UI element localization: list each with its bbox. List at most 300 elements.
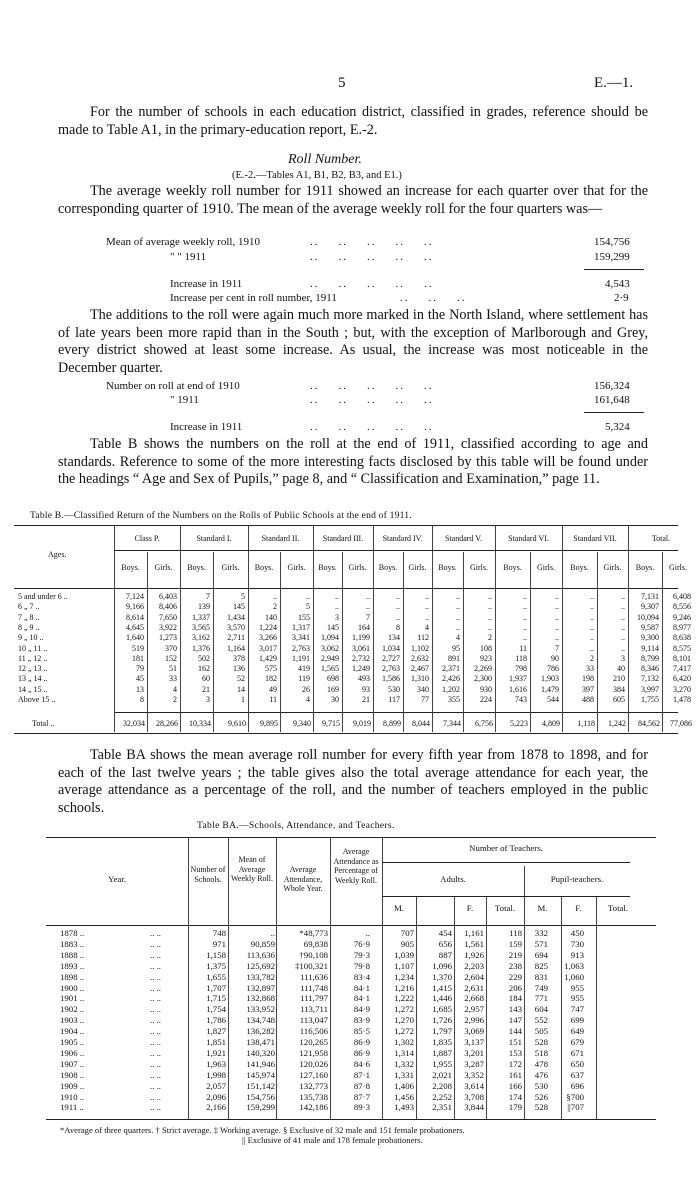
table-ba-cell: 1,406 — [394, 1080, 414, 1091]
table-b-cell: 169 — [327, 684, 339, 694]
table-b-cell: 3,062 — [321, 643, 339, 653]
table-b-cell: .. — [366, 592, 370, 601]
table-ba-cell: 3,844 — [464, 1102, 484, 1113]
table-ba-cell: 161 — [508, 1069, 522, 1080]
table-ba-cell: 133,952 — [246, 1004, 275, 1015]
table-b-cell: 139 — [198, 602, 210, 612]
table-ba-cell: 3,352 — [464, 1069, 484, 1080]
table-b-girls-header: Girls. — [537, 563, 555, 572]
table-ba-mean-roll-header: Mean of Average Weekly Roll. — [230, 855, 273, 884]
table-ba-leader: .. .. — [150, 993, 161, 1004]
table-ba-leader: .. .. — [150, 971, 161, 982]
table-b-cell: 3 — [206, 695, 210, 704]
table-b-cell: 1,479 — [541, 684, 559, 694]
table-ba-top-rule — [46, 837, 656, 838]
leader-dots: .. .. .. .. .. — [310, 380, 434, 392]
table-ba-cell: 526 — [534, 1091, 548, 1102]
table-b-cell: .. — [488, 612, 492, 622]
sum-rule — [584, 412, 644, 413]
table-b-row-label: 8 „ 9 .. — [18, 622, 40, 632]
table-ba-cell: 151,142 — [246, 1080, 275, 1091]
table-b-title: Table B.—Classified Return of the Numbers on the Rolls of Public Schools at the end of 1911. — [30, 510, 412, 521]
table-b-cell: 33 — [169, 674, 177, 684]
table-b-cell: .. — [456, 622, 460, 632]
table-b-cell: 1,434 — [227, 612, 245, 622]
table-ba-cell: 2,021 — [432, 1069, 452, 1080]
table-b-cell: 3,565 — [192, 622, 210, 632]
table-ba-cell: 505 — [534, 1026, 548, 1037]
table-ba-year-cell: 1901 .. — [60, 993, 85, 1004]
table-ba-schools-header: Number of Schools. — [190, 865, 226, 884]
end-1910-label: Number on roll at end of 1910 — [106, 380, 240, 392]
table-b-cell: .. — [555, 633, 559, 643]
table-b-total-cell: 8,899 — [383, 719, 401, 728]
table-b-total-cell: 9,019 — [353, 719, 371, 728]
table-ba-cell: 1,835 — [432, 1037, 452, 1047]
table-b-cell: 9,300 — [641, 633, 659, 643]
table-b-cell: 1 — [241, 695, 245, 704]
page-number: 5 — [338, 75, 346, 91]
table-b-cell: 7,417 — [673, 664, 691, 674]
table-ba-cell: 238 — [508, 960, 522, 971]
table-ba-cell: 1,096 — [432, 960, 452, 971]
table-ba-column-rule — [596, 896, 597, 1119]
table-b-cell: 108 — [480, 643, 492, 653]
table-ba-cell: 2,166 — [206, 1102, 226, 1113]
table-b-cell: 155 — [298, 612, 310, 622]
table-ba-cell: 1,685 — [432, 1004, 452, 1015]
table-b-cell: 3,570 — [227, 622, 245, 632]
table-ba-year-cell: 1883 .. — [60, 938, 85, 949]
table-ba-cell: 166 — [508, 1080, 522, 1091]
table-ba-cell: 2,096 — [206, 1091, 226, 1102]
table-b-group-rule — [114, 550, 678, 551]
table-ba-year-cell: 1902 .. — [60, 1004, 85, 1015]
table-ba-leader: .. .. — [150, 960, 161, 971]
roll-paragraph-2 — [58, 307, 648, 377]
table-b-cell: 1,337 — [192, 612, 210, 622]
table-b-cell: 1,376 — [192, 643, 210, 653]
table-ba-cell: 179 — [508, 1102, 522, 1113]
table-b-cell: 9,166 — [126, 602, 144, 612]
table-b-cell: 575 — [265, 664, 277, 674]
table-b-cell: .. — [555, 592, 559, 601]
table-ba-cell: 1,375 — [206, 960, 226, 971]
table-ba-year-cell: 1898 .. — [60, 971, 85, 982]
table-b-girls-header: Girls. — [221, 563, 240, 572]
table-b-cell: 79 — [136, 664, 144, 674]
table-b-cell: 1,164 — [227, 643, 245, 653]
table-ba-cell: 86·9 — [353, 1047, 370, 1058]
leader-dots: .. .. .. — [400, 292, 467, 304]
table-b-cell: 164 — [358, 622, 370, 632]
table-b-cell: 152 — [165, 653, 177, 663]
table-b-cell: 7,650 — [159, 612, 177, 622]
table-b-row-label: 14 „ 15 .. — [18, 684, 48, 694]
table-ba-leader: .. .. — [150, 1026, 161, 1037]
table-b-cell: 8,101 — [673, 653, 691, 663]
table-ba-sub-header: M. — [393, 903, 405, 913]
table-ba-cell: 1,063 — [564, 960, 584, 971]
table-b-cell: 2,300 — [474, 674, 492, 684]
table-b-boys-header: Boys. — [570, 563, 589, 572]
table-ba-cell: 2,252 — [432, 1091, 452, 1102]
table-ba-cell: 121,958 — [299, 1047, 328, 1058]
table-b-cell: .. — [488, 622, 492, 632]
table-b-cell: .. — [555, 612, 559, 622]
table-b-girls-header: Girls. — [287, 563, 306, 572]
table-ba-cell: 89·3 — [353, 1102, 370, 1113]
table-b-cell: 40 — [617, 664, 625, 674]
table-ba-cell: 84·1 — [353, 982, 370, 993]
table-ba-cell: 748 — [212, 928, 226, 938]
table-b-cell: 9,587 — [641, 622, 659, 632]
table-ba-cell: 1,332 — [394, 1058, 414, 1069]
table-b-cell: 2,371 — [442, 664, 460, 674]
table-ba-year-cell: 1888 .. — [60, 949, 85, 960]
table-ba-cell: 1,158 — [206, 949, 226, 960]
table-b-row-label: 12 „ 13 .. — [18, 664, 48, 674]
table-b-cell: .. — [590, 602, 594, 612]
table-ba-intro-text: Table BA shows the mean average roll number for every fifth year from 1878 to 1898, and for each of the last twelve years ; the table gives also the total average attendance for each year, the average attendance as a percentage of the roll, and the number of teachers employed in the public schools. — [58, 747, 648, 816]
table-b-cell: 743 — [515, 695, 527, 704]
table-b-total-cell: 1,242 — [608, 719, 626, 728]
table-b-cell: 355 — [448, 695, 460, 704]
table-b-cell: 2,269 — [474, 664, 492, 674]
table-b-cell: .. — [456, 592, 460, 601]
table-b-cell: 340 — [417, 684, 429, 694]
table-b-total-cell: 84,562 — [638, 719, 660, 728]
table-b-cell: 140 — [265, 612, 277, 622]
table-b-cell: 119 — [298, 674, 310, 684]
table-b-cell: 698 — [327, 674, 339, 684]
table-ba-year-cell: 1900 .. — [60, 982, 85, 993]
table-b-cell: 117 — [388, 695, 400, 704]
table-b-cell: .. — [425, 592, 429, 601]
table-b-group-header: Standard V. — [444, 534, 483, 543]
table-b-cell: 52 — [237, 674, 245, 684]
table-ba-cell: 206 — [508, 982, 522, 993]
table-ba-year-cell: 1903 .. — [60, 1015, 85, 1026]
table-ba-year-cell: 1910 .. — [60, 1091, 85, 1102]
table-ba-cell: 1,926 — [464, 949, 484, 960]
roll-paragraph-3 — [58, 436, 648, 489]
table-b-cell: 145 — [327, 622, 339, 632]
table-b-total-label: Total .. — [32, 719, 55, 728]
table-ba-sub-header: Total. — [494, 903, 516, 913]
roll-paragraph-1-text: The average weekly roll number for 1911 showed an increase for each quarter over that for the corresponding quarter of 1910. The mean of the average weekly roll for the four quarters was— — [58, 183, 648, 217]
roll-paragraph-3-text: Table B shows the numbers on the roll at the end of 1911, classified according to age and standards. Reference to some of the more interesting facts disclosed by this table will be found under the headings “ Age and Sex of Pupils,” page 8, and “ Classification and Examination,” page 11. — [58, 436, 648, 488]
table-ba-cell: 1,234 — [394, 971, 414, 982]
table-b-cell: .. — [590, 592, 594, 601]
leader-dots: .. .. .. .. .. — [310, 251, 434, 263]
table-b-cell: 9,114 — [641, 643, 659, 653]
table-ba-cell: 172 — [508, 1058, 522, 1069]
table-ba-cell: 1,270 — [394, 1015, 414, 1026]
table-b-cell: 923 — [480, 653, 492, 663]
table-b-cell: 370 — [165, 643, 177, 653]
table-ba-cell: 825 — [534, 960, 548, 971]
table-b-cell: 182 — [265, 674, 277, 684]
table-b-cell: 8,556 — [673, 602, 691, 612]
table-ba-cell: 1,272 — [394, 1004, 414, 1015]
table-ba-cell: 913 — [570, 949, 584, 960]
table-b-cell: .. — [590, 643, 594, 653]
table-b-cell: 3,270 — [673, 684, 691, 694]
table-b-cell: 8 — [140, 695, 144, 704]
table-ba-cell: 831 — [534, 971, 548, 982]
table-b-group-header: Standard VII. — [573, 534, 617, 543]
table-ba-cell: 955 — [570, 993, 584, 1004]
table-ba-cell: 1,216 — [394, 982, 414, 993]
table-b-cell: 8,575 — [673, 643, 691, 653]
table-b-cell: 134 — [388, 633, 400, 643]
end-1911-label: " 1911 — [170, 394, 199, 406]
table-b-cell: 224 — [480, 695, 492, 704]
table-ba-leader: .. .. — [150, 1102, 161, 1113]
table-ba-cell: 3,137 — [464, 1037, 484, 1047]
table-ba-cell: 771 — [534, 993, 548, 1004]
table-ba-cell: 132,773 — [299, 1080, 328, 1091]
table-ba-cell: 83·9 — [353, 1015, 370, 1026]
table-b-cell: 2,949 — [321, 653, 339, 663]
sum-rule — [584, 269, 644, 270]
table-b-cell: 9,307 — [641, 602, 659, 612]
table-b-cell: 2,632 — [411, 653, 429, 663]
table-ba-footnote-2: || Exclusive of 41 male and 178 female probationers. — [242, 1135, 423, 1145]
table-ba-cell: 140,320 — [246, 1047, 275, 1058]
table-b-cell: 7,132 — [641, 674, 659, 684]
table-ba-cell: 604 — [534, 1004, 548, 1015]
table-b-boys-header: Boys. — [378, 563, 398, 572]
table-b-cell: 397 — [582, 684, 594, 694]
table-b-cell: 198 — [582, 674, 594, 684]
table-b-cell: 8,614 — [126, 612, 144, 622]
table-ba-leader: .. .. — [150, 1004, 161, 1015]
table-ba-cell: 85·5 — [353, 1026, 370, 1037]
table-b-cell: 4 — [425, 622, 429, 632]
table-b-cell: 4 — [306, 695, 310, 704]
table-ba-attendance-header: Average Attendance, Whole Year. — [283, 865, 323, 894]
table-b-cell: 1,094 — [321, 633, 339, 643]
table-b-row-label: 9 „ 10 .. — [18, 633, 44, 643]
table-b-cell: 1,478 — [673, 695, 691, 704]
table-ba-sub-header: F. — [575, 903, 582, 913]
table-ba-leader: .. .. — [150, 1058, 161, 1069]
table-ba-sub-header: M. — [537, 903, 548, 913]
table-b-cell: .. — [523, 633, 527, 643]
table-ba-sub-header: F. — [466, 903, 474, 913]
table-b-cell: .. — [456, 602, 460, 612]
table-ba-year-cell: 1909 .. — [60, 1080, 85, 1091]
table-b-cell: 2,711 — [227, 633, 245, 643]
section-references: (E.-2.—Tables A1, B1, B2, B3, and E1.) — [232, 170, 402, 181]
table-ba-cell: 79·8 — [353, 960, 370, 971]
table-b-group-header: Standard III. — [322, 534, 364, 543]
table-b-cell: 2 — [273, 602, 277, 612]
table-ba-cell: 2,668 — [464, 993, 484, 1004]
table-ba-cell: 1,921 — [206, 1047, 226, 1058]
table-ba-cell: 1,060 — [564, 971, 584, 982]
table-b-cell: 1,224 — [259, 622, 277, 632]
table-b-row-label: 13 „ 14 .. — [18, 674, 48, 684]
table-ba-cell: 111,797 — [300, 993, 328, 1004]
table-ba-cell: †90,108 — [299, 949, 328, 960]
table-b-cell: 5 — [306, 602, 310, 612]
table-b-cell: .. — [396, 592, 400, 601]
table-b-cell: .. — [523, 622, 527, 632]
roll-paragraph-2-text: The additions to the roll were again much more marked in the North Island, where settlement has of late years been more rapid than in the South ; but, with the exception of Marlborough and Grey, every district showed at least some increase. As usual, the increase was most noticeable in the December quarter. — [58, 307, 648, 376]
table-b-boys-header: Boys. — [187, 563, 206, 572]
table-ba-cell: 1,726 — [432, 1015, 452, 1026]
table-ba-cell: 154,756 — [246, 1091, 275, 1102]
table-ba-leader: .. .. — [150, 1037, 161, 1047]
table-ba-cell: 1,314 — [394, 1047, 414, 1058]
table-ba-cell: 83·4 — [353, 971, 370, 982]
table-b-cell: .. — [488, 592, 492, 601]
table-b-total-cell: 6,756 — [475, 719, 493, 728]
table-ba-cell: 113,711 — [300, 1004, 328, 1015]
table-b-cell: 384 — [613, 684, 625, 694]
table-b-girls-header: Girls. — [154, 563, 173, 572]
table-ba-cell: 1,797 — [432, 1026, 452, 1037]
table-b-cell: 9,246 — [673, 612, 691, 622]
leader-dots: .. .. .. .. .. — [310, 394, 434, 406]
table-b-cell: .. — [273, 592, 277, 601]
table-ba-leader: .. .. — [150, 1069, 161, 1080]
table-b-cell: 1,191 — [292, 653, 310, 663]
table-b-group-header: Standard II. — [261, 534, 300, 543]
table-ba-header-sub-rule — [382, 896, 630, 897]
table-ba-cell: 138,471 — [246, 1037, 275, 1047]
table-b-cell: 1,249 — [352, 664, 370, 674]
table-ba-leader: .. .. — [150, 1091, 161, 1102]
table-b-group-header: Total. — [651, 534, 671, 543]
table-ba-cell: 730 — [570, 938, 584, 949]
table-b-cell: .. — [456, 612, 460, 622]
table-b-cell: .. — [396, 612, 400, 622]
table-b-cell: 1,317 — [292, 622, 310, 632]
table-b-cell: 10,094 — [637, 612, 659, 622]
table-b-cell: 530 — [388, 684, 400, 694]
table-ba-cell: 649 — [570, 1026, 584, 1037]
table-ba-cell: 3,287 — [464, 1058, 484, 1069]
increase-pct-value: 2·9 — [614, 292, 629, 304]
table-b-cell: 502 — [198, 653, 210, 663]
table-ba-cell: 707 — [400, 928, 414, 938]
table-ba-adults-header: Adults. — [440, 874, 466, 884]
table-ba-cell: 1,786 — [206, 1015, 226, 1026]
increase2-value: 5,324 — [605, 421, 630, 433]
table-b-row-label: 11 „ 12 .. — [18, 653, 48, 663]
table-ba-cell: 1,222 — [394, 993, 414, 1004]
table-ba-cell: 229 — [508, 971, 522, 982]
table-ba-column-rule — [276, 838, 277, 1119]
table-ba-cell: 650 — [570, 1058, 584, 1069]
table-b-boys-header: Boys. — [503, 563, 522, 572]
increase-label: Increase in 1911 — [170, 278, 243, 290]
table-b-cell: 210 — [613, 674, 625, 684]
table-b-cell: 181 — [132, 653, 144, 663]
table-ba-cell: 2,631 — [464, 982, 484, 993]
table-b-cell: .. — [335, 592, 339, 601]
table-ba-cell: 1,851 — [206, 1037, 226, 1047]
table-b-cell: 1,429 — [259, 653, 277, 663]
table-b-total-cell: 9,340 — [293, 719, 311, 728]
table-ba-cell: 450 — [570, 928, 584, 938]
table-b-cell: 95 — [452, 643, 460, 653]
table-b-cell: 4,645 — [126, 622, 144, 632]
table-b-cell: 7 — [206, 592, 210, 601]
table-ba-cell: 679 — [570, 1037, 584, 1047]
table-ba-cell: 113,047 — [299, 1015, 328, 1026]
table-ba-cell: 116,506 — [299, 1026, 328, 1037]
table-b-cell: .. — [523, 612, 527, 622]
table-b-cell: 6,408 — [673, 592, 691, 601]
table-b-cell: 3,162 — [192, 633, 210, 643]
table-ba-cell: 1,446 — [432, 993, 452, 1004]
table-ba-cell: 84·1 — [353, 993, 370, 1004]
table-b-cell: 1,310 — [411, 674, 429, 684]
table-ba-cell: 76·9 — [353, 938, 370, 949]
table-b-cell: .. — [621, 612, 625, 622]
table-b-cell: .. — [366, 602, 370, 612]
table-ba-cell: 2,604 — [464, 971, 484, 982]
table-b-girls-header: Girls. — [348, 563, 367, 572]
table-b-cell: 7 — [366, 612, 370, 622]
table-b-cell: .. — [306, 592, 310, 601]
table-ba-cell: 144 — [508, 1026, 522, 1037]
table-b-cell: 488 — [582, 695, 594, 704]
table-b-cell: 90 — [551, 653, 559, 663]
table-ba-cell: 1,561 — [464, 938, 484, 949]
leader-dots: .. .. .. .. .. — [310, 236, 434, 248]
table-ba-cell: 153 — [508, 1047, 522, 1058]
table-b-girls-header: Girls. — [408, 563, 427, 572]
table-b-cell: .. — [523, 602, 527, 612]
table-ba-cell: 671 — [570, 1047, 584, 1058]
table-b-cell: 605 — [613, 695, 625, 704]
table-ba-cell: 1,302 — [394, 1037, 414, 1047]
table-ba-cell: 132,868 — [246, 993, 275, 1004]
table-b-cell: 1,616 — [509, 684, 527, 694]
end-1910-value: 156,324 — [594, 380, 630, 392]
table-b-group-header: Standard IV. — [382, 534, 423, 543]
table-b-cell: .. — [396, 602, 400, 612]
table-ba-cell: 159 — [508, 938, 522, 949]
table-b-girls-header: Girls. — [470, 563, 488, 572]
table-ba-column-rule — [228, 838, 229, 1119]
table-ba-cell: ‡100,321 — [295, 960, 328, 971]
table-b-boys-header: Boys. — [254, 563, 274, 572]
table-ba-cell: 145,974 — [246, 1069, 275, 1080]
table-ba-cell: 79·3 — [353, 949, 370, 960]
table-ba-intro — [58, 747, 648, 817]
table-b-cell: 60 — [202, 674, 210, 684]
intro-text: For the number of schools in each education district, classified in grades, reference should be made to Table A1, in the primary-education report, E.-2. — [58, 104, 648, 138]
table-ba-year-cell: 1908 .. — [60, 1069, 85, 1080]
table-ba-cell: 133,782 — [246, 971, 275, 982]
table-ba-year-cell: 1907 .. — [60, 1058, 85, 1069]
table-b-cell: 2,727 — [382, 653, 400, 663]
table-ba-cell: §700 — [566, 1091, 584, 1102]
table-ba-cell: 84·6 — [353, 1058, 370, 1069]
table-ba-cell: 955 — [570, 982, 584, 993]
table-ba-cell: .. — [270, 928, 275, 938]
table-ba-leader: .. .. — [150, 938, 161, 949]
table-b-cell: 1,903 — [541, 674, 559, 684]
table-b-total-rule — [114, 712, 678, 713]
